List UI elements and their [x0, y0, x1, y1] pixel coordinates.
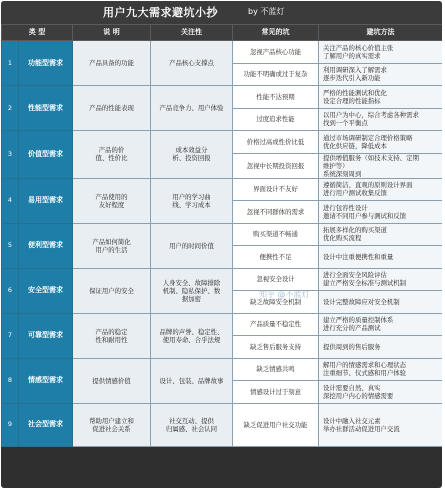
requirement-type: 易用型需求	[19, 178, 73, 223]
requirement-type: 性能型需求	[19, 86, 73, 131]
row-number: 4	[2, 178, 19, 223]
pitfall-cell: 界面设计不友好	[233, 178, 319, 201]
page-title: 用户九大需求避坑小抄	[103, 6, 218, 19]
requirement-focus: 产品竞争力、用户体验	[151, 86, 233, 131]
column-header-pitfalls: 常见的坑	[233, 25, 319, 41]
requirement-type: 功能型需求	[19, 41, 73, 86]
requirement-focus: 成本效益分 析、投资回报	[151, 131, 233, 179]
requirement-description: 产品使用的 友好程度	[73, 178, 151, 223]
avoid-method-cell: 设计需要自然、真实 深挖用户内心的情感需要	[319, 381, 443, 404]
pitfall-cell: 购买渠道不畅通	[233, 223, 319, 246]
avoid-method-cell: 提供增值服务（如技术支持、定期 维护等） 系统深刻周到	[319, 153, 443, 178]
avoid-method-cell: 遵循简洁、直观的原则设计界面 进行用户测试收集反馈	[319, 178, 443, 201]
avoid-method-cell: 进行包容性设计 邀请不同用户参与测试和反馈	[319, 201, 443, 224]
pitfall-cell: 缺乏故障安全机制	[233, 291, 319, 314]
pitfall-cell: 忽视产品核心功能	[233, 41, 319, 64]
requirement-type: 社会型需求	[19, 403, 73, 446]
pitfall-cell: 产品质量不稳定性	[233, 313, 319, 336]
title-bar	[1, 1, 442, 24]
requirement-description: 产品的稳定 性和耐用性	[73, 313, 151, 358]
table-row	[2, 223, 443, 246]
column-header-type: 类 型	[2, 25, 73, 41]
requirement-focus: 用户的学习曲 线、学习成本	[151, 178, 233, 223]
pitfall-cell: 缺乏促进用户社交功能	[233, 403, 319, 446]
avoid-method-cell: 拓展多样化的购买渠道 优化购买流程	[319, 223, 443, 246]
avoid-method-cell: 利用调研深入了解需求 逐步迭代引入新功能	[319, 63, 443, 86]
requirement-focus: 人身安全、故障排除 机制、隐私保护、数 据加密	[151, 268, 233, 313]
requirement-type: 安全型需求	[19, 268, 73, 313]
pitfall-cell: 过度追求性能	[233, 108, 319, 131]
pitfall-cell: 性能不达预期	[233, 86, 319, 109]
requirements-table	[1, 24, 442, 447]
avoid-method-cell: 设计完整故障应对安全机制	[319, 291, 443, 314]
table-body	[2, 41, 443, 447]
cheatsheet-card	[1, 1, 442, 488]
requirement-focus: 社交互动、提供 归属感、社会认同	[151, 403, 233, 446]
table-row	[2, 41, 443, 64]
table-row	[2, 313, 443, 336]
requirement-description: 产品如何简化 用户的生活	[73, 223, 151, 268]
requirement-description: 提供情感价值	[73, 358, 151, 403]
requirement-type: 情感型需求	[19, 358, 73, 403]
requirement-type: 价值型需求	[19, 131, 73, 179]
pitfall-cell: 忽视安全设计	[233, 268, 319, 291]
requirement-type: 便利型需求	[19, 223, 73, 268]
requirement-focus: 产品核心支撑点	[151, 41, 233, 86]
requirement-description: 保证用户的安全	[73, 268, 151, 313]
avoid-method-cell: 建立严格的质量控制体系 进行充分的产品测试	[319, 313, 443, 336]
avoid-method-cell: 以用户为中心，综合考虑各种需求 找到一个平衡点	[319, 108, 443, 131]
table-row	[2, 268, 443, 291]
avoid-method-cell: 解用户的情感需求和心理状态 注重细节、仪式感和用户体验	[319, 358, 443, 381]
avoid-method-cell: 严格的性能测试和优化 设定合理的性能指标	[319, 86, 443, 109]
requirement-focus: 品牌的声誉、稳定性、 使用寿命、合乎法规	[151, 313, 233, 358]
row-number: 6	[2, 268, 19, 313]
column-header-desc: 说 明	[73, 25, 151, 41]
requirement-description: 产品的价 值、性价比	[73, 131, 151, 179]
table-row	[2, 358, 443, 381]
row-number: 8	[2, 358, 19, 403]
pitfall-cell: 缺乏售后服务支持	[233, 336, 319, 359]
pitfall-cell: 价格过高或性价比低	[233, 131, 319, 154]
pitfall-cell: 情感设计过于刻意	[233, 381, 319, 404]
avoid-method-cell: 进行全面安全风险评估 建立严格安全标准与测试机制	[319, 268, 443, 291]
table-row	[2, 178, 443, 201]
row-number: 3	[2, 131, 19, 179]
pitfall-cell: 功能不明确或过于复杂	[233, 63, 319, 86]
pitfall-cell: 忽视不同群体的需求	[233, 201, 319, 224]
pitfall-cell: 便携性不足	[233, 246, 319, 269]
requirement-description: 产品的性能表现	[73, 86, 151, 131]
row-number: 7	[2, 313, 19, 358]
table-row	[2, 131, 443, 154]
author-byline: by 不蓝灯	[248, 7, 285, 16]
row-number: 1	[2, 41, 19, 86]
requirement-description: 产品具备的功能	[73, 41, 151, 86]
avoid-method-cell: 设计中融入社交元素 举办社群活动促进用户交流	[319, 403, 443, 446]
table-row	[2, 403, 443, 446]
pitfall-cell: 缺乏情感共鸣	[233, 358, 319, 381]
avoid-method-cell: 通过市场调研制定合理价格策略 优化供应链，降低成本	[319, 131, 443, 154]
pitfall-cell: 忽视中长期投资回报	[233, 153, 319, 178]
row-number: 9	[2, 403, 19, 446]
avoid-method-cell: 关注产品的核心价值主张 了解用户的真实需求	[319, 41, 443, 64]
requirement-type: 可靠型需求	[19, 313, 73, 358]
table-row	[2, 86, 443, 109]
requirement-description: 帮助用户建立和 促进社会关系	[73, 403, 151, 446]
row-number: 5	[2, 223, 19, 268]
row-number: 2	[2, 86, 19, 131]
watermark: 知乎 @不蓝灯	[259, 290, 310, 299]
requirement-focus: 设计、包装、品牌故事	[151, 358, 233, 403]
avoid-method-cell: 设计中注重便携性和重量	[319, 246, 443, 269]
avoid-method-cell: 提供周到的售后服务	[319, 336, 443, 359]
requirement-focus: 用户的时间价值	[151, 223, 233, 268]
column-header-avoid: 避坑方法	[319, 25, 443, 41]
column-header-focus: 关注性	[151, 25, 233, 41]
